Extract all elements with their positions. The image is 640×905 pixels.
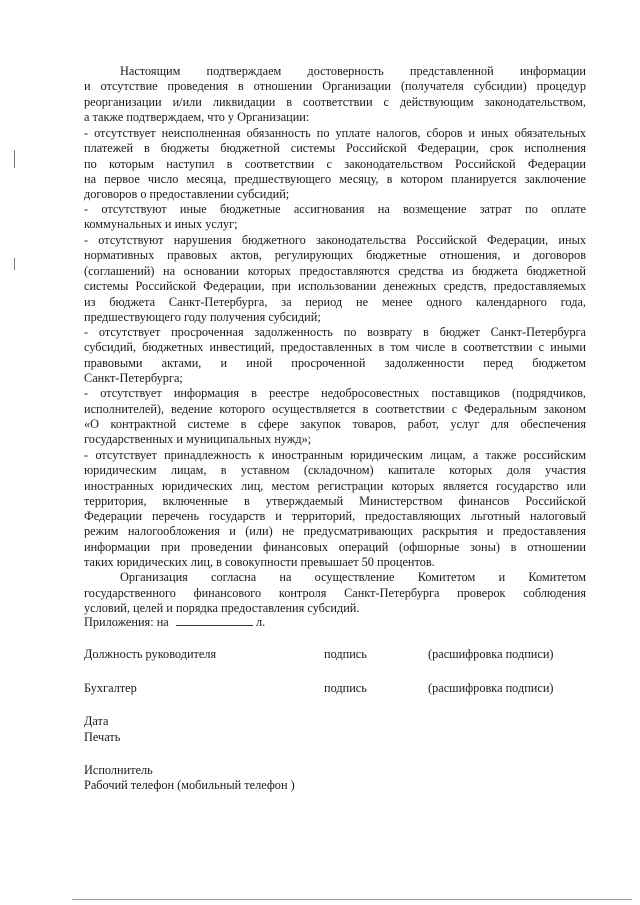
accountant-signature-decode: (расшифровка подписи) (428, 681, 554, 695)
accountant-label: Бухгалтер (84, 681, 137, 695)
attachments-label: Приложения: на (84, 615, 169, 629)
paragraph-line: - отсутствует принадлежность к иностранным юридическим лицам, а также российским (84, 448, 586, 462)
scan-edge-mark (14, 150, 15, 168)
date-label: Дата (84, 714, 109, 728)
paragraph-line: по которым наступил в соответствии с законодательством Российской Федерации (84, 157, 586, 171)
head-position-label: Должность руководителя (84, 647, 217, 661)
paragraph-line: (соглашений) на основании которых предоставляются средства из бюджета бюджетной (84, 264, 586, 278)
paragraph-line: государственного финансового контроля Санкт-Петербурга проверок соблюдения (84, 586, 586, 600)
paragraph-line: государственных и муниципальных нужд»; (84, 432, 312, 446)
paragraph-line: - отсутствует неисполненная обязанность по уплате налогов, сборов и иных обязательных (84, 126, 586, 140)
paragraph-line: Организация согласна на осуществление Комитетом и Комитетом (120, 570, 586, 584)
stamp-label: Печать (84, 730, 121, 744)
paragraph-line: платежей в бюджеты бюджетной системы Российской Федерации, срок исполнения (84, 141, 586, 155)
executor-label: Исполнитель (84, 763, 153, 777)
head-signature-decode: (расшифровка подписи) (428, 647, 554, 661)
paragraph-line: субсидий, бюджетных инвестиций, предоставленных в том числе в соответствии с иными (84, 340, 586, 354)
paragraph-line: иностранных юридических лиц, местом регистрации которых является государство или (84, 479, 586, 493)
paragraph-line: договоров о предоставлении субсидий; (84, 187, 290, 201)
phone-label: Рабочий телефон (мобильный телефон ) (84, 778, 295, 792)
accountant-signature-label: подпись (324, 681, 367, 695)
scan-bottom-edge (72, 899, 632, 900)
paragraph-line: - отсутствуют иные бюджетные ассигнования на возмещение затрат по оплате (84, 202, 586, 216)
paragraph-line: территория, включенные в утверждаемый Министерством финансов Российской (84, 494, 586, 508)
paragraph-line: коммунальных и иных услуг; (84, 217, 238, 231)
paragraph-line: исполнителей), ведение которого осуществляется в соответствии с Федеральным законом (84, 402, 586, 416)
paragraph-line: предшествующего году получения субсидий; (84, 310, 321, 324)
head-signature-label: подпись (324, 647, 367, 661)
attachments-count-blank[interactable] (176, 625, 253, 626)
paragraph-line: реорганизации и/или ликвидации в соответствии с действующим законодательством, (84, 95, 586, 109)
paragraph-line: информации при проведении финансовых операций (офшорные зоны) в отношении (84, 540, 586, 554)
paragraph-line: режим налогообложения и (или) не предусматривающих раскрытия и предоставления (84, 524, 586, 538)
paragraph-line: а также подтверждаем, что у Организации: (84, 110, 310, 124)
paragraph-line: Федерации перечень государств и территорий, предоставляющих льготный налоговый (84, 509, 586, 523)
attachments-suffix: л. (256, 615, 266, 629)
paragraph-line: - отсутствует информация в реестре недобросовестных поставщиков (подрядчиков, (84, 386, 586, 400)
paragraph-line: и отсутствие проведения в отношении Организации (получателя субсидии) процедур (84, 79, 586, 93)
paragraph-line: Настоящим подтверждаем достоверность представленной информации (120, 64, 586, 78)
paragraph-line: на первое число месяца, предшествующего месяцу, в котором планируется заключение (84, 172, 586, 186)
paragraph-line: - отсутствуют нарушения бюджетного законодательства Российской Федерации, иных (84, 233, 586, 247)
paragraph-line: таких юридических лиц, в совокупности превышает 50 процентов. (84, 555, 435, 569)
paragraph-line: условий, целей и порядка предоставления субсидий. (84, 601, 360, 615)
scan-edge-mark (14, 258, 15, 270)
paragraph-line: правовыми актами, и иной просроченной задолженности перед бюджетом (84, 356, 586, 370)
paragraph-line: нормативных правовых актов, регулирующих бюджетные отношения, и договоров (84, 248, 586, 262)
paragraph-line: из бюджета Санкт-Петербурга, за период не менее одного календарного года, (84, 295, 586, 309)
paragraph-line: Санкт-Петербурга; (84, 371, 183, 385)
paragraph-line: системы Российской Федерации, при использовании денежных средств, предоставляемых (84, 279, 586, 293)
paragraph-line: - отсутствует просроченная задолженность по возврату в бюджет Санкт-Петербурга (84, 325, 586, 339)
paragraph-line: юридическим лицам, в уставном (складочном) капитале которых доля участия (84, 463, 586, 477)
paragraph-line: «О контрактной системе в сфере закупок товаров, работ, услуг для обеспечения (84, 417, 586, 431)
